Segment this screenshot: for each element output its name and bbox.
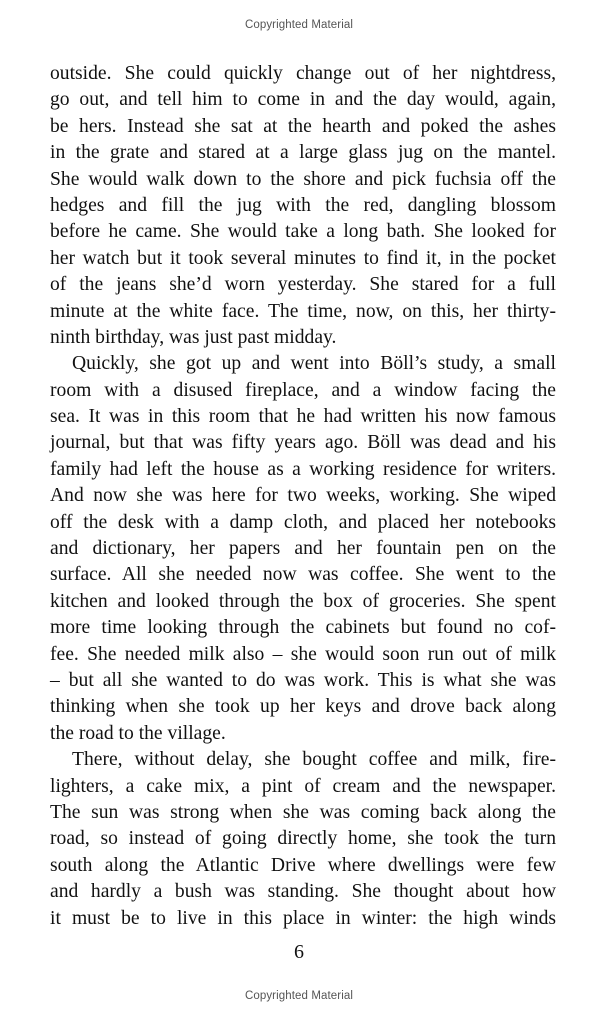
text-line: Quickly, she got up and went into Böll’s study, a small [72, 353, 556, 375]
text-line: hedges and fill the jug with the red, dangling blossom [50, 194, 556, 216]
text-line: – but all she wanted to do was work. This is what she was [50, 669, 556, 691]
text-line: her watch but it took several minutes to find it, in the pocket [50, 247, 556, 269]
text-line: off the desk with a damp cloth, and placed her notebooks [50, 511, 556, 533]
text-line: go out, and tell him to come in and the day would, again, [50, 89, 556, 111]
text-line: journal, but that was fifty years ago. Böll was dead and his [50, 432, 556, 454]
text-line: kitchen and looked through the box of groceries. She spent [50, 590, 556, 612]
text-line: and hardly a bush was standing. She thought about how [50, 881, 556, 903]
text-line: and dictionary, her papers and her fountain pen on the [50, 538, 556, 560]
text-line: it must be to live in this place in winter: the high winds [50, 907, 556, 929]
text-line: thinking when she took up her keys and drove back along [50, 696, 556, 718]
text-line: ninth birthday, was just past midday. [50, 326, 337, 348]
text-line: minute at the white face. The time, now, on this, her thirty- [50, 300, 556, 322]
page-number: 6 [294, 941, 304, 963]
text-line: before he came. She would take a long bath. She looked for [50, 221, 556, 243]
text-line: There, without delay, she bought coffee and milk, fire- [72, 749, 556, 771]
text-line: be hers. Instead she sat at the hearth and poked the ashes [50, 115, 556, 137]
text-line: in the grate and stared at a large glass jug on the mantel. [50, 142, 556, 164]
text-line: the road to the village. [50, 722, 226, 744]
text-line: more time looking through the cabinets but found no cof- [50, 617, 556, 639]
text-line: road, so instead of going directly home, she took the turn [50, 828, 556, 850]
page-body-text [50, 61, 556, 932]
text-line: She would walk down to the shore and pick fuchsia off the [50, 168, 556, 190]
text-line: surface. All she needed now was coffee. She went to the [50, 564, 556, 586]
text-line: room with a disused fireplace, and a window facing the [50, 379, 556, 401]
text-line: family had left the house as a working residence for writers. [50, 458, 556, 480]
copyright-notice-bottom: Copyrighted Material [244, 990, 354, 1002]
copyright-notice-top: Copyrighted Material [244, 19, 354, 31]
text-line: lighters, a cake mix, a pint of cream and the newspaper. [50, 775, 556, 797]
text-line: sea. It was in this room that he had written his now famous [50, 406, 556, 428]
text-line: The sun was strong when she was coming back along the [50, 801, 556, 823]
text-line: of the jeans she’d worn yesterday. She stared for a full [50, 274, 556, 296]
text-line: outside. She could quickly change out of her nightdress, [50, 63, 556, 84]
text-line: And now she was here for two weeks, working. She wiped [50, 485, 556, 507]
text-line: south along the Atlantic Drive where dwellings were few [50, 854, 556, 876]
text-line: fee. She needed milk also – she would soon run out of milk [50, 643, 556, 665]
